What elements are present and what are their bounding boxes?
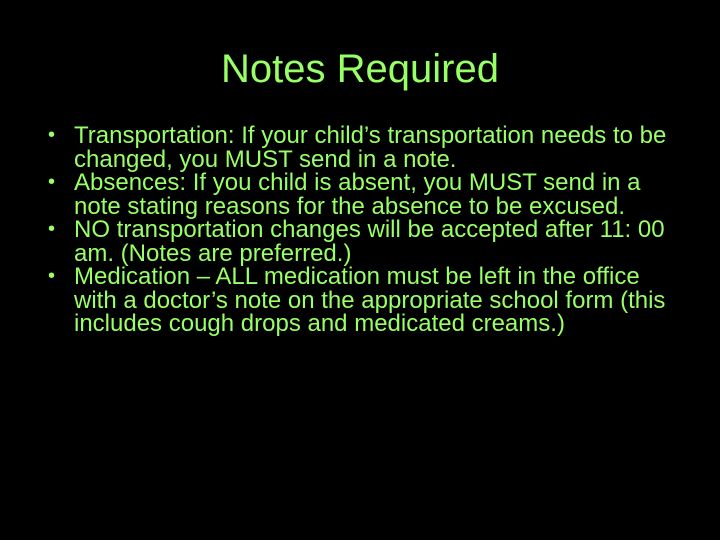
slide-title: Notes Required [221, 47, 499, 91]
bullet-list [48, 124, 688, 336]
bullet-item-transportation [48, 124, 688, 171]
bullet-icon: • [48, 218, 56, 240]
bullet-item-no-changes [48, 218, 688, 265]
bullet-text: Medication – ALL medication must be left in the office with a doctor’s note on the appropriate school form (this includes cough drops and medicated creams.) [74, 263, 666, 337]
bullet-text: Absences: If you child is absent, you MUST send in a note stating reasons for the absence to be excused. [74, 169, 641, 220]
bullet-icon: • [48, 124, 56, 146]
bullet-text: NO transportation changes will be accepted after 11: 00 am. (Notes are preferred.) [74, 216, 665, 267]
bullet-item-medication [48, 265, 688, 336]
bullet-icon: • [48, 171, 56, 193]
bullet-text: Transportation: If your child’s transportation needs to be changed, you MUST send in a note. [74, 122, 667, 173]
bullet-item-absences [48, 171, 688, 218]
bullet-icon: • [48, 265, 56, 287]
